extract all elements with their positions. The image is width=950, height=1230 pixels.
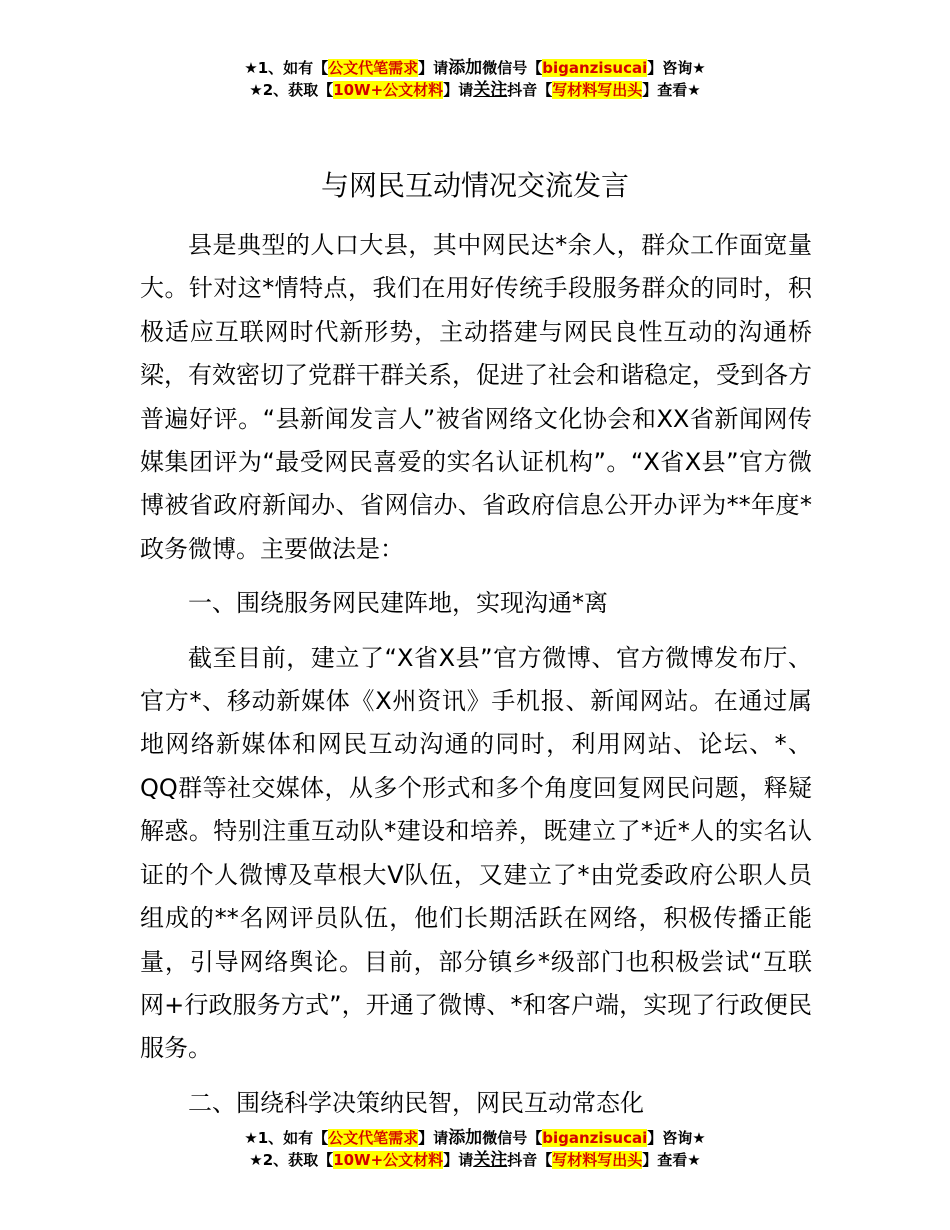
banner-emphasis: 关注 <box>473 1150 508 1170</box>
banner-emphasis: 添加 <box>448 1128 483 1148</box>
body-paragraph: 截至目前，建立了“X省X县”官方微博、官方微博发布厅、官方*、移动新媒体《X州资讯》手机报、新闻网站。在通过属地网络新媒体和网民互动沟通的同时，利用网站、论坛、*、QQ群等社交媒体，从多个形式和多个角度回复网民问题，释疑解惑。特别注重互动队*建设和培养，既建立了*近*人的实名认证的个人微博及草根大V队伍，又建立了*由党委政府公职人员组成的**名网评员队伍，他们长期活跃在网络，积极传播正能量，引导网络舆论。目前，部分镇乡*级部门也积极尝试“互联网+行政服务方式”，开通了微博、*和客户端，实现了行政便民服务。 <box>140 643 812 1063</box>
banner-line-2 <box>0 1149 950 1171</box>
document-title: 与网民互动情况交流发言 <box>320 169 629 202</box>
banner-text: 】请 <box>443 81 474 99</box>
banner-text: ★1、如有【 <box>244 1129 329 1147</box>
banner-text: 】请 <box>418 59 449 77</box>
banner-text: 】咨询★ <box>647 1129 706 1147</box>
header-banner <box>0 57 950 101</box>
banner-text: 】请 <box>443 1151 474 1169</box>
banner-line-1 <box>0 57 950 79</box>
banner-line-1 <box>0 1127 950 1149</box>
banner-highlight: biganzisucai <box>542 1129 648 1147</box>
banner-highlight: 公文代笔需求 <box>328 59 419 77</box>
banner-highlight: 10W+公文材料 <box>333 81 444 99</box>
banner-text: 】查看★ <box>642 1151 701 1169</box>
banner-text: 抖音【 <box>507 81 553 99</box>
document-body <box>140 224 812 1136</box>
banner-line-2 <box>0 79 950 101</box>
banner-text: 】咨询★ <box>647 59 706 77</box>
body-paragraph: 县是典型的人口大县，其中网民达*余人，群众工作面宽量大。针对这*情特点，我们在用好传统手段服务群众的同时，积极适应互联网时代新形势，主动搭建与网民良性互动的沟通桥梁，有效密切了党群干群关系，促进了社会和谐稳定，受到各方普遍好评。“县新闻发言人”被省网络文化协会和XX省新闻网传媒集团评为“最受网民喜爱的实名认证机构”。“X省X县”官方微博被省政府新闻办、省网信办、省政府信息公开办评为**年度*政务微博。主要做法是： <box>140 231 812 563</box>
banner-text: 】请 <box>418 1129 449 1147</box>
section-heading: 一、围绕服务网民建阵地，实现沟通*离 <box>188 589 608 618</box>
banner-text: ★2、获取【 <box>249 81 334 99</box>
banner-text: ★2、获取【 <box>249 1151 334 1169</box>
banner-text: ★1、如有【 <box>244 59 329 77</box>
banner-text: 微信号【 <box>482 1129 543 1147</box>
banner-highlight: 写材料写出头 <box>552 81 643 99</box>
banner-highlight: 10W+公文材料 <box>333 1151 444 1169</box>
banner-emphasis: 添加 <box>448 58 483 78</box>
banner-highlight: 写材料写出头 <box>552 1151 643 1169</box>
footer-banner <box>0 1127 950 1171</box>
banner-text: 】查看★ <box>642 81 701 99</box>
section-heading: 二、围绕科学决策纳民智，网民互动常态化 <box>188 1088 644 1117</box>
banner-highlight: biganzisucai <box>542 59 648 77</box>
banner-highlight: 公文代笔需求 <box>328 1129 419 1147</box>
banner-text: 抖音【 <box>507 1151 553 1169</box>
banner-emphasis: 关注 <box>473 80 508 100</box>
banner-text: 微信号【 <box>482 59 543 77</box>
